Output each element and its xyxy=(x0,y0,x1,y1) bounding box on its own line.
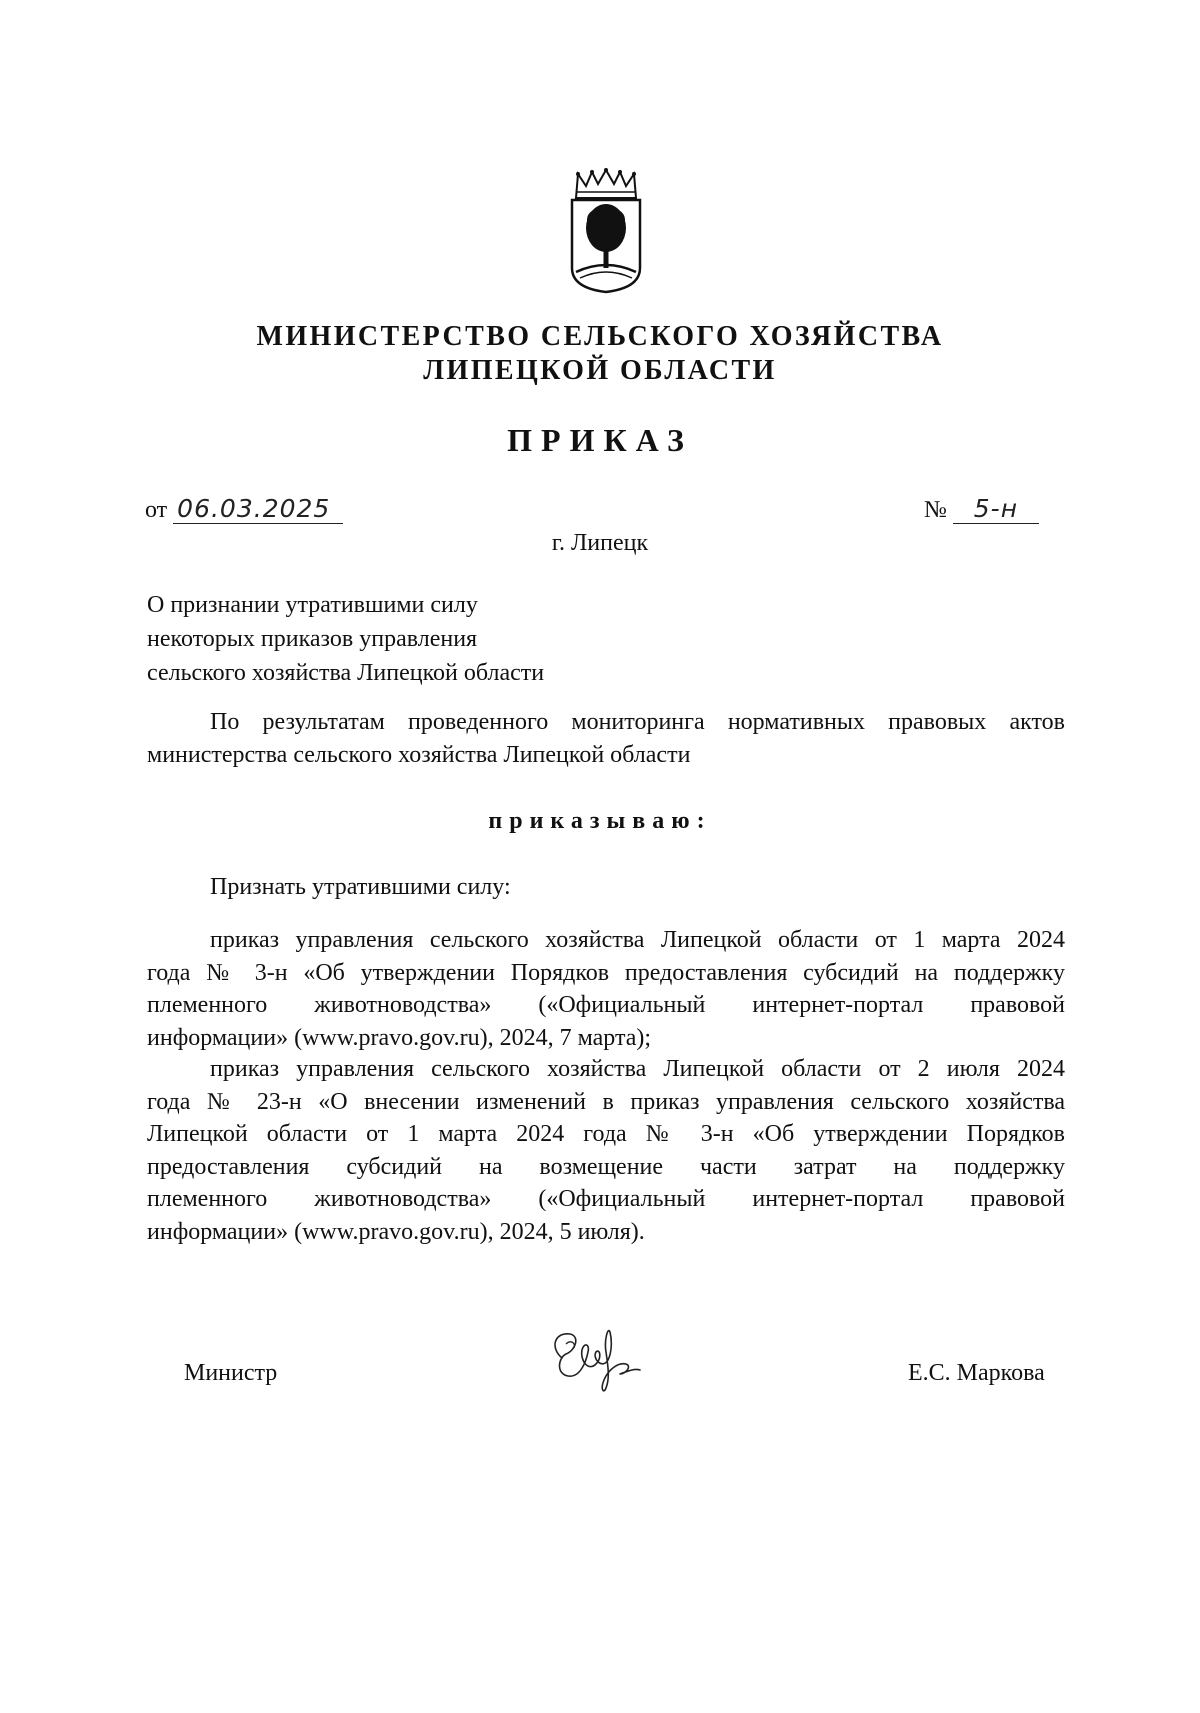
subject-line: О признании утратившими силу xyxy=(147,592,478,618)
paragraph-line: племенного животноводства» («Официальный интернет-портал правовой xyxy=(147,992,1065,1018)
paragraph-line: предоставления субсидий на возмещение части затрат на поддержку xyxy=(147,1153,1065,1180)
number-prefix: № xyxy=(924,497,947,523)
ministry-name-line1: МИНИСТЕРСТВО СЕЛЬСКОГО ХОЗЯЙСТВА xyxy=(256,321,944,352)
paragraph-line: министерства сельского хозяйства Липецкой области xyxy=(147,741,691,768)
repealed-item-2 xyxy=(147,1053,1065,1248)
signatory-title: Министр xyxy=(184,1360,278,1386)
repealed-item-1 xyxy=(147,924,1065,1054)
declare-line: Признать утратившими силу: xyxy=(210,874,511,900)
paragraph-line: племенного животноводства» («Официальный интернет-портал правовой xyxy=(147,1186,1065,1212)
paragraph-line: По результатам проведенного мониторинга нормативных правовых актов xyxy=(210,709,1065,735)
number-field: 5-н xyxy=(953,495,1039,524)
paragraph-line: года № 23-н «О внесении изменений в приказ управления сельского хозяйства xyxy=(147,1088,1065,1115)
signatory-name: Е.С. Маркова xyxy=(908,1360,1045,1386)
subject-block xyxy=(147,588,544,690)
paragraph-line: информации» (www.pravo.gov.ru), 2024, 5 июля). xyxy=(147,1218,645,1245)
date-prefix: от xyxy=(145,497,168,523)
paragraph-line: информации» (www.pravo.gov.ru), 2024, 7 марта); xyxy=(147,1024,652,1051)
paragraph-line: года № 3-н «Об утверждении Порядков предоставления субсидий на поддержку xyxy=(147,959,1065,986)
document-title: ПРИКАЗ xyxy=(507,422,693,458)
subject-line: сельского хозяйства Липецкой области xyxy=(147,660,545,686)
handwritten-signature-icon xyxy=(540,1318,660,1398)
date-block xyxy=(145,495,343,525)
ministry-name-line2: ЛИПЕЦКОЙ ОБЛАСТИ xyxy=(423,355,777,386)
coat-of-arms-icon xyxy=(568,168,644,294)
city-label: г. Липецк xyxy=(551,530,649,556)
intro-paragraph xyxy=(147,706,1065,771)
paragraph-line: приказ управления сельского хозяйства Липецкой области от 2 июля 2024 xyxy=(210,1056,1065,1082)
date-field: 06.03.2025 xyxy=(173,495,343,524)
paragraph-line: Липецкой области от 1 марта 2024 года № 3-н «Об утверждении Порядков xyxy=(147,1121,1065,1147)
subject-line: некоторых приказов управления xyxy=(147,626,478,652)
order-verb: приказываю: xyxy=(488,808,712,834)
paragraph-line: приказ управления сельского хозяйства Липецкой области от 1 марта 2024 xyxy=(210,927,1065,953)
number-block xyxy=(924,495,1039,525)
